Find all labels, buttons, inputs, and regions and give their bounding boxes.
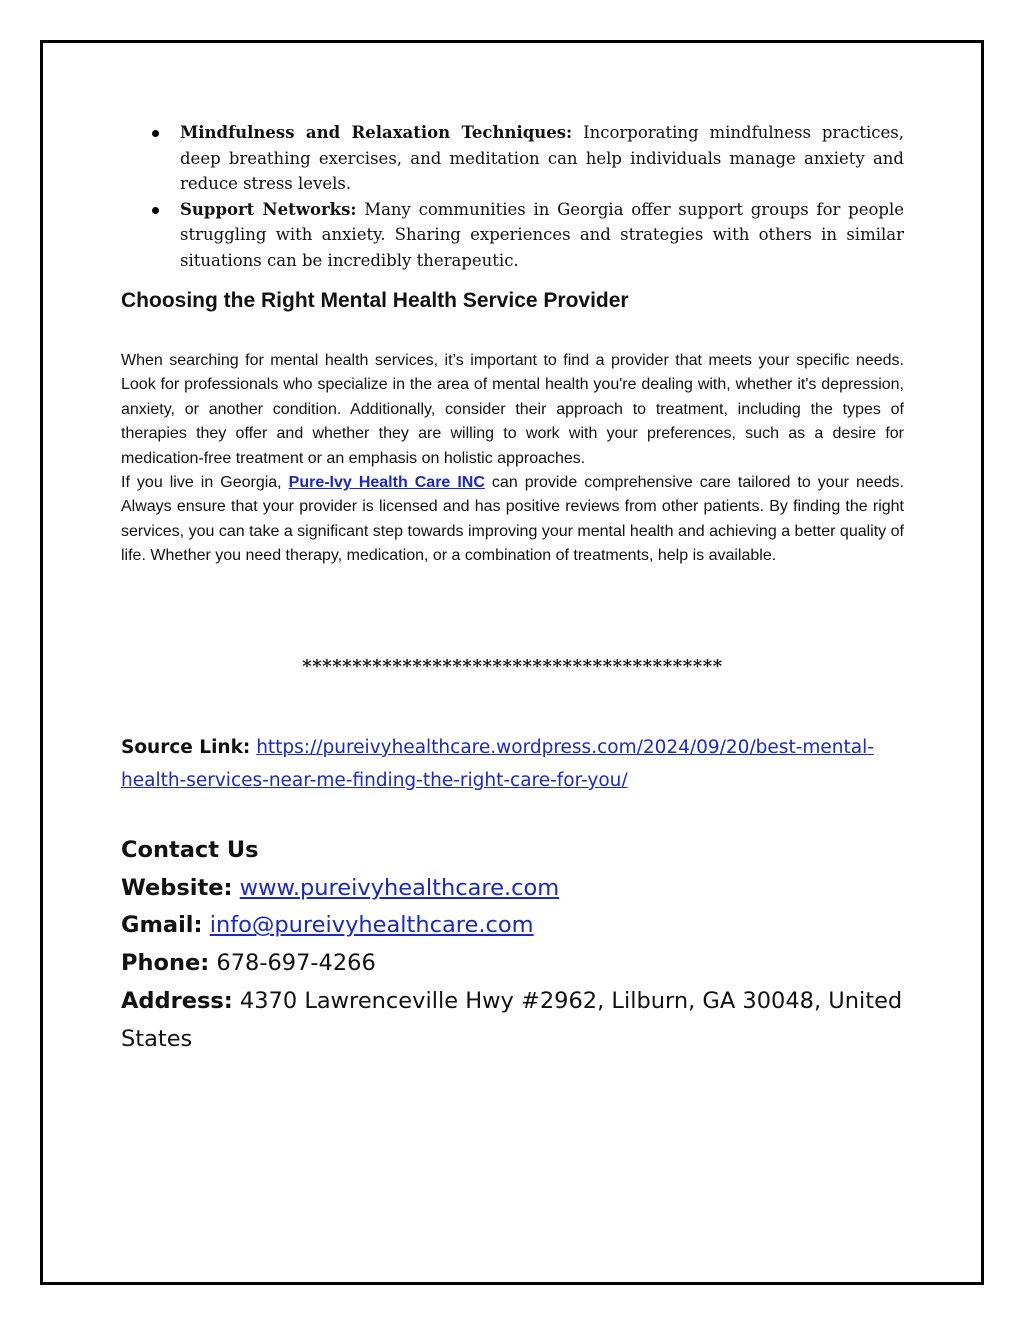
paragraph-suffix: can provide comprehensive care tailored to your needs. Always ensure that your provider is licensed and has positive reviews from other patients. By finding the right services, you can take a significant step towards improving your mental health and achieving a better quality of life. Whether you need therapy, medication, or a combination of treatments, help is available. <box>121 474 904 565</box>
bullet-title: Mindfulness and Relaxation Techniques: <box>180 123 573 142</box>
bullet-item-mindfulness <box>121 120 904 197</box>
bullet-dot-icon <box>152 130 159 137</box>
website-link[interactable]: www.pureivyhealthcare.com <box>239 874 560 901</box>
bullet-dot-icon <box>152 207 159 214</box>
separator-stars: ****************************************** <box>302 656 723 677</box>
address-label: Address: <box>121 987 233 1014</box>
contact-block <box>121 832 904 1058</box>
address-row <box>121 983 904 1058</box>
source-url-link[interactable]: https://pureivyhealthcare.wordpress.com/2024/09/20/best-mental-health-services-near-me-finding-the-right-care-for-you/ <box>121 737 874 791</box>
bullet-text: Incorporating mindfulness practices, deep breathing exercises, and meditation can help individuals manage anxiety and reduce stress levels. <box>180 123 905 194</box>
source-link-block <box>121 731 904 797</box>
paragraph-prefix: If you live in Georgia, <box>121 474 289 492</box>
section-body <box>121 349 904 569</box>
address-value: 4370 Lawrenceville Hwy #2962, Lilburn, GA 30048, United States <box>121 987 903 1052</box>
bullet-title: Support Networks: <box>180 199 357 219</box>
phone-row <box>121 945 904 983</box>
section-heading: Choosing the Right Mental Health Service Provider <box>121 289 629 312</box>
gmail-label: Gmail: <box>121 912 203 939</box>
gmail-link[interactable]: info@pureivyhealthcare.com <box>209 912 534 939</box>
bullet-text: Many communities in Georgia offer support groups for people struggling with anxiety. Sharing experiences and strategies with others in similar situations can be incredibly therapeutic. <box>180 199 904 270</box>
phone-value: 678-697-4266 <box>216 950 376 977</box>
gmail-row <box>121 907 904 945</box>
website-label: Website: <box>121 874 233 901</box>
paragraph-georgia <box>121 471 904 569</box>
website-row <box>121 870 904 908</box>
provider-link[interactable]: Pure-Ivy Health Care INC <box>288 474 485 492</box>
bullet-item-support-networks <box>121 197 904 274</box>
paragraph-provider-search: When searching for mental health services, it’s important to find a provider that meets your specific needs. Look for professionals who specialize in the area of mental health you're dealing with, whether it's depression, anxiety, or another condition. Additionally, consider their approach to treatment, including the types of therapies they offer and whether they are willing to work with your preferences, such as a desire for medication-free treatment or an emphasis on holistic approaches. <box>121 352 904 467</box>
bullet-list <box>121 120 904 274</box>
source-label: Source Link: <box>121 737 251 758</box>
contact-heading: Contact Us <box>121 837 259 863</box>
phone-label: Phone: <box>121 950 210 977</box>
